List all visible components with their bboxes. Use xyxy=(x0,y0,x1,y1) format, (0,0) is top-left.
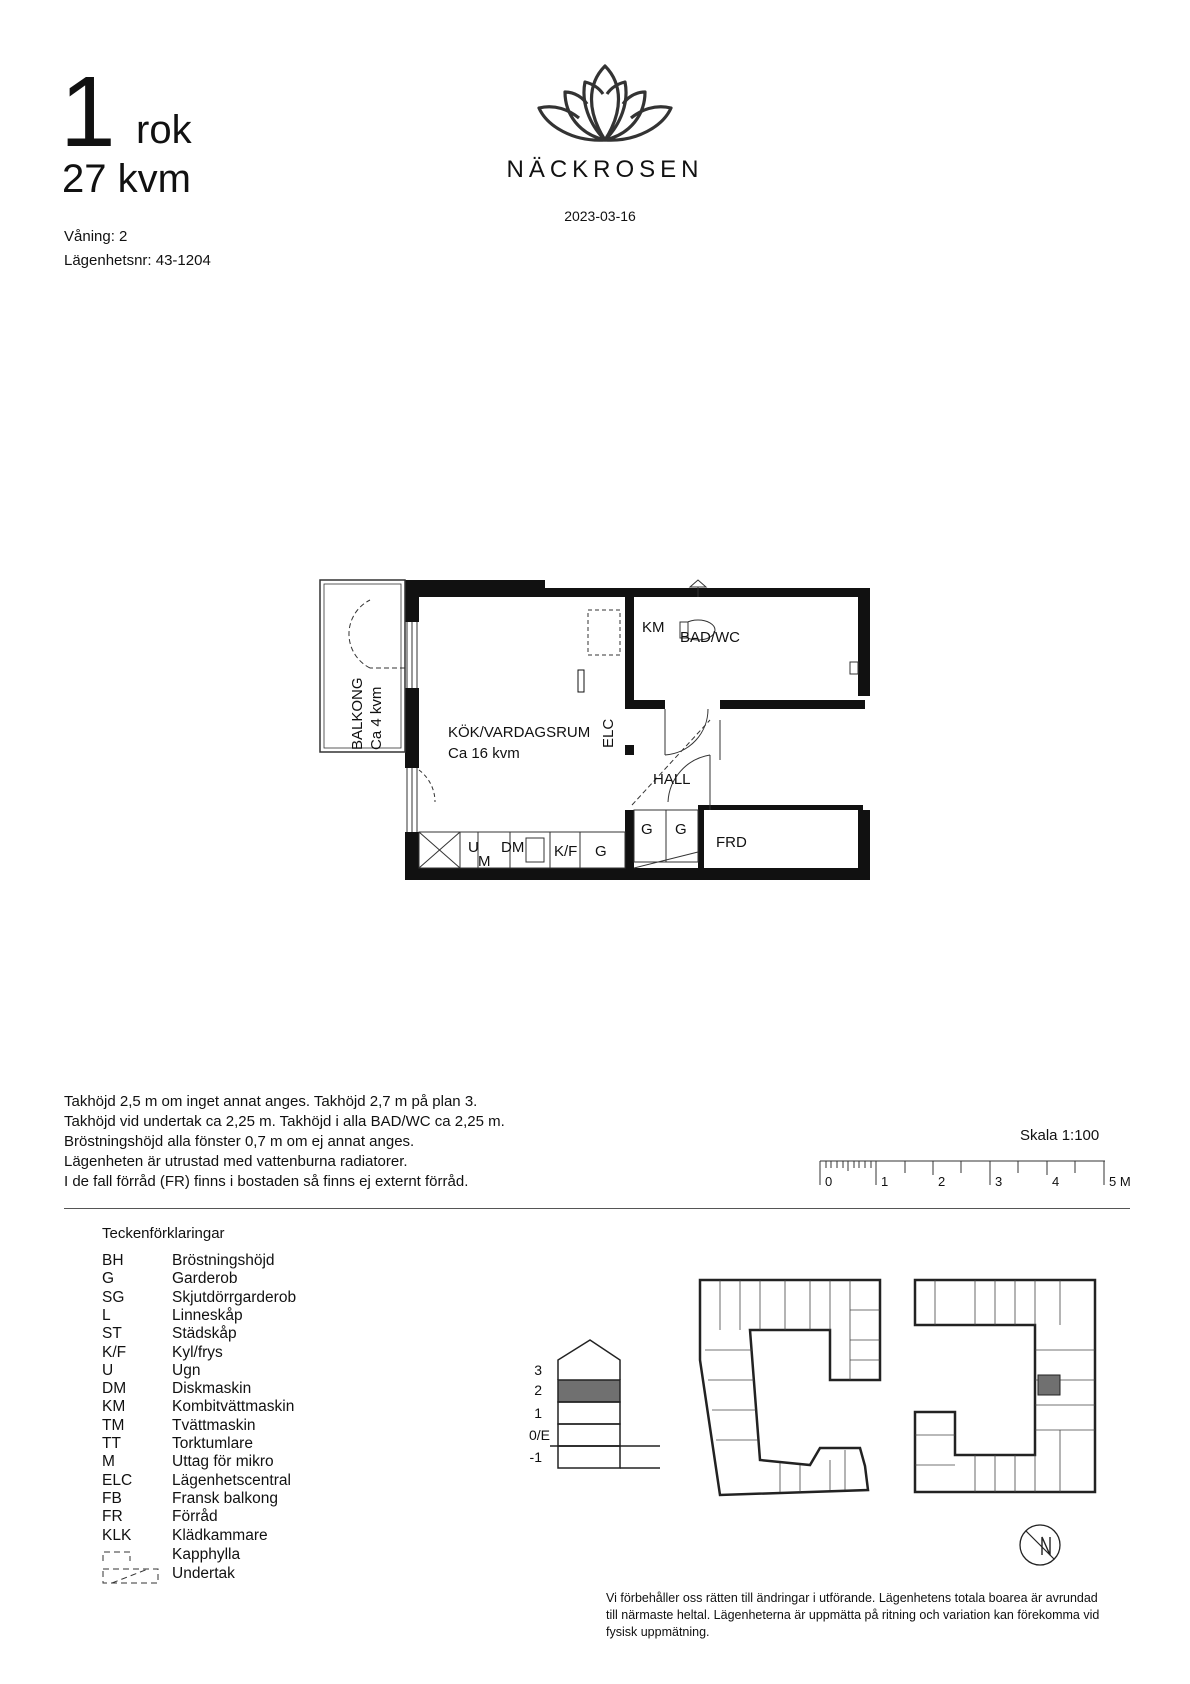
fridge-freezer-label: K/F xyxy=(554,843,578,860)
rooms-unit: rok xyxy=(136,108,192,152)
legend-desc: Tvättmaskin xyxy=(172,1416,256,1434)
wardrobe-label-3: G xyxy=(595,843,607,860)
legend-abbr: ST xyxy=(102,1325,122,1343)
balcony-area: Ca 4 kvm xyxy=(368,686,385,750)
legend-abbr: K/F xyxy=(102,1343,127,1361)
micro-outlet-label: M xyxy=(478,853,491,870)
legend-desc: Kapphylla xyxy=(172,1546,241,1563)
apartment-number: Lägenhetsnr: 43-1204 xyxy=(64,252,211,269)
wardrobe-label-2: G xyxy=(675,821,687,838)
legend-desc: Ugn xyxy=(172,1361,201,1379)
legend-abbr: M xyxy=(102,1453,115,1471)
apartment-location-marker xyxy=(1038,1375,1060,1395)
divider xyxy=(64,1208,1130,1209)
section-floor-label: -1 xyxy=(529,1449,542,1465)
note-line: Lägenheten är utrustad med vattenburna radiatorer. xyxy=(64,1153,408,1170)
legend-abbr: KM xyxy=(102,1398,126,1416)
kapphylla-symbol-icon xyxy=(102,1550,132,1562)
legend-desc: Uttag för mikro xyxy=(172,1453,274,1471)
legend-desc: Diskmaskin xyxy=(172,1380,252,1398)
floor-info: Våning: 2 xyxy=(64,228,128,245)
legend-desc: Kyl/frys xyxy=(172,1343,223,1361)
note-line: Bröstningshöjd alla fönster 0,7 m om ej annat anges. xyxy=(64,1133,415,1150)
legend-desc: Skjutdörrgarderob xyxy=(172,1288,297,1306)
km-label: KM xyxy=(642,619,665,636)
legend-abbr: G xyxy=(102,1270,115,1288)
legend-desc: Kombitvättmaskin xyxy=(172,1398,295,1416)
legend-abbr: TT xyxy=(102,1435,121,1452)
notes xyxy=(64,1092,505,1192)
legend-abbr: FR xyxy=(102,1508,123,1526)
oven-label: U xyxy=(468,839,479,856)
legend-title: Teckenförklaringar xyxy=(102,1225,225,1242)
scale-tick: 2 xyxy=(938,1174,946,1189)
wardrobe-label-1: G xyxy=(641,821,653,838)
living-room-label: KÖK/VARDAGSRUM xyxy=(448,724,591,741)
scale-tick: 4 xyxy=(1052,1174,1060,1189)
note-line: Takhöjd 2,5 m om inget annat anges. Takhöjd 2,7 m på plan 3. xyxy=(64,1093,478,1110)
legend-abbr: ELC xyxy=(102,1471,133,1489)
legend-desc: Undertak xyxy=(172,1565,235,1582)
note-line: I de fall förråd (FR) finns i bostaden så finns ej externt förråd. xyxy=(64,1173,469,1190)
legend-desc: Linneskåp xyxy=(172,1306,243,1324)
elc-label: ELC xyxy=(600,718,617,748)
scale-bar xyxy=(815,1155,1140,1190)
legend-desc: Fransk balkong xyxy=(172,1489,278,1507)
dishwasher-label: DM xyxy=(501,839,525,856)
scale-tick: 1 xyxy=(881,1174,889,1189)
plan-date: 2023-03-16 xyxy=(564,208,636,224)
legend-abbr: TM xyxy=(102,1416,125,1434)
legend-abbr: L xyxy=(102,1306,111,1324)
storage-label: FRD xyxy=(716,834,747,851)
north-arrow-icon xyxy=(1018,1523,1062,1567)
balcony-label: BALKONG xyxy=(349,677,366,750)
brand-name: NÄCKROSEN xyxy=(506,156,704,183)
living-room-area: Ca 16 kvm xyxy=(448,745,520,762)
section-floor-label: 3 xyxy=(534,1362,542,1378)
scale-tick: 0 xyxy=(825,1174,833,1189)
legend-abbr: U xyxy=(102,1361,114,1379)
disclaimer: Vi förbehåller oss rätten till ändringar i utförande. Lägenhetens totala boarea är avrundad till närmaste heltal. Lägenheterna är uppmätta på ritning och variation kan förekomma vid fysisk uppmätning. xyxy=(606,1591,1100,1639)
legend-desc: Torktumlare xyxy=(172,1435,253,1452)
site-plan xyxy=(690,1270,1110,1500)
section-floor-label: 1 xyxy=(534,1405,542,1421)
rooms-number: 1 xyxy=(60,56,114,168)
legend-desc: Förråd xyxy=(172,1508,218,1526)
floor-plan xyxy=(310,570,870,900)
apartment-area: 27 kvm xyxy=(62,157,191,201)
scale-label: Skala 1:100 xyxy=(1020,1127,1100,1144)
legend-abbr: FB xyxy=(102,1489,122,1507)
building-section xyxy=(520,1330,660,1480)
legend-abbr: BH xyxy=(102,1252,124,1269)
legend-abbr: SG xyxy=(102,1288,125,1306)
legend-desc: Klädkammare xyxy=(172,1526,268,1544)
legend-desc: Lägenhetscentral xyxy=(172,1471,291,1489)
lotus-logo-icon xyxy=(535,62,675,148)
section-floor-label: 2 xyxy=(534,1382,542,1398)
hall-label: HALL xyxy=(653,771,691,788)
scale-tick: 3 xyxy=(995,1174,1003,1189)
legend-desc: Bröstningshöjd xyxy=(172,1252,275,1269)
legend-abbr: DM xyxy=(102,1380,127,1398)
note-line: Takhöjd vid undertak ca 2,25 m. Takhöjd i alla BAD/WC ca 2,25 m. xyxy=(64,1113,505,1130)
bathroom-label: BAD/WC xyxy=(680,629,740,646)
legend-desc: Garderob xyxy=(172,1270,238,1288)
scale-tick: 5 M xyxy=(1109,1174,1131,1189)
legend-desc: Städskåp xyxy=(172,1325,237,1343)
section-floor-label: 0/E xyxy=(528,1427,550,1443)
undertak-symbol-icon xyxy=(102,1567,160,1585)
legend-abbr: KLK xyxy=(102,1526,132,1544)
